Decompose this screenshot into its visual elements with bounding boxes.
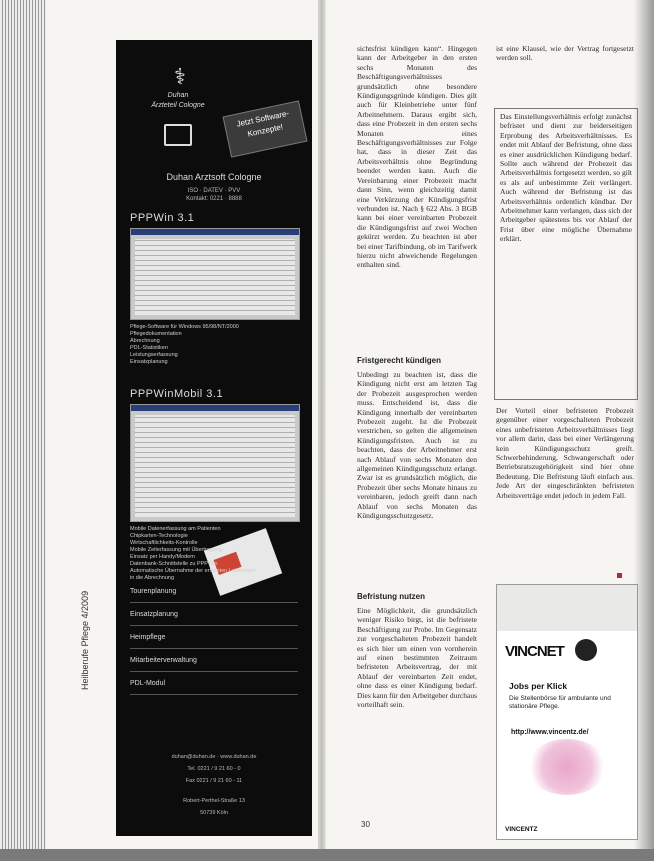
subheading-befristung: Befristung nutzen [357, 592, 425, 601]
arztsoft-advertisement [116, 40, 312, 836]
footer-line: 50739 Köln [200, 810, 228, 816]
feature-item: Einsatzplanung [130, 359, 168, 365]
contract-clause-text [500, 112, 632, 244]
vincentz-logo: VINCENTZ [505, 826, 538, 833]
globe-icon [575, 639, 597, 661]
job-ad-tagline: Jobs per Klick [509, 681, 568, 691]
article-paragraph: sichtsfrist kündigen kann“. Hingegen kann der Arbeitgeber in den ersten sechs Monaten des Beschäftigungsverhältnisses grundsätzlich ohne besondere Kündigungsgründe kündigen. Dies gilt auch für Kleinbetriebe unter fünf Arbeitnehmern. Daraus ergibt sich, dass eine Probezeit in den ersten sechs Monaten eines Beschäftigungsverhältnisses zur Folge hat, dass in dieser Zeit das Arbeitsverhältnis ohne Begründung beendet werden kann. Auch die Vereinbarung einer Probezeit macht dann Sinn, wenn gleichzeitig damit eine Verkürzung der Kündigungsfrist verbunden ist. Nach § 622 Abs. 3 BGB kann bei einer vereinbarten Probezeit die Kündigungsfrist auf zwei Wochen gekürzt werden. Zu beachten ist aber bei einer Tarifbindung, ob im Tarifwerk hierzu nicht abweichende Regelungen enthalten sind. [357, 44, 477, 270]
feature-item: Pflege-Software für Windows 95/98/NT/2000 [130, 324, 239, 330]
side-label: Heilberufe Pflege 4/2009 [80, 590, 90, 690]
fingerprint-graphic [527, 739, 607, 795]
company-name: Duhan Arztsoft Cologne [166, 172, 262, 182]
feature-item: Automatische Übernahme der erfassten Leistungen [130, 568, 256, 574]
book-page-edges [0, 0, 46, 861]
article-paragraph: Der Vorteil einer befristeten Probezeit gegenüber einer vorgeschalteten Probezeit eines unbefristeten Arbeitsverhältnisses liegt vor allem darin, dass bei einer Verlängerung kein Kündigungsschutz greift. Schwerbehinderung, Schwangerschaft oder Betriebsratszugehörigkeit sind hier ohne Bedeutung. Die Befristung läuft einfach aus. Jede Art der eingeschränkten befristeten Arbeitsverträge endet jedoch in jedem Fall. [496, 406, 634, 500]
company-meta-1: ISO · DATEV · PVV [187, 188, 241, 194]
footer-line: Tel. 0221 / 9 21 60 - 0 [187, 766, 241, 772]
article-column-2-top [496, 44, 634, 63]
product-1-screenshot [130, 228, 300, 320]
feature-item: Einsatz per Handy/Modem [130, 554, 195, 560]
vincnet-job-ad [496, 584, 638, 840]
window-grid [135, 239, 295, 315]
feature-item: Abrechnung [130, 338, 160, 344]
feature-item: Mobile Datenerfassung am Patienten [130, 526, 221, 532]
article-paragraph: Unbedingt zu beachten ist, dass die Kündigung nicht erst am letzten Tag der Probezeit ausgesprochen werden muss. Entscheidend ist, dass die Kündigung innerhalb der vereinbarten Probezeit zugeht. Ist die Probezeit verstrichen, so gelten die allgemeinen Kündigungsfristen. Auch ist zu beachten, dass der Arbeitnehmer erst nach Ablauf von sechs Monaten den allgemeinen Kündigungsschutz erlangt. Zwar ist es grundsätzlich möglich, die Probezeit über sechs Monate hinaus zu vereinbaren, jedoch greift dann nach Ablauf von sechs Monaten das Kündigungsschutzgesetz. [357, 370, 477, 521]
feature-item: Mobile Zeiterfassung mit Übertragung [130, 547, 223, 553]
feature-item: PDL-Statistiken [130, 345, 168, 351]
promo-stamp: Jetzt Software-Konzepte! [222, 100, 307, 157]
module-item: Heimpflege [130, 634, 166, 641]
product-1-title: PPPWin 3.1 [130, 212, 195, 224]
job-ad-url[interactable]: http://www.vincentz.de/ [511, 729, 589, 736]
window-grid [135, 415, 295, 517]
page-gutter [318, 0, 326, 861]
module-item: Einsatzplanung [130, 611, 178, 618]
article-column-1-bottom [357, 606, 477, 709]
feature-item: Chipkarten-Technologie [130, 533, 188, 539]
article-end-marker [617, 573, 622, 578]
module-divider [130, 694, 298, 695]
article-paragraph: ist eine Klausel, wie der Vertrag fortgesetzt werden soll. [496, 44, 634, 63]
module-item: Tourenplanung [130, 588, 177, 595]
module-divider [130, 671, 298, 672]
feature-item: Leistungserfassung [130, 352, 178, 358]
module-divider [130, 602, 298, 603]
clause-paragraph: Das Einstellungsverhältnis erfolgt zunächst befristet und dient zur beiderseitigen Erprobung des Arbeitsverhältnisses. Es endet mit Ablauf der Befristung, ohne dass es einer ausdrücklichen Kündigung bedarf. Sollte auch während der Probezeit das Arbeitsverhältnis fortgesetzt werden, so gilt es als auf unbestimmte Zeit verlängert. Auch während der Befristung ist das Arbeitsverhältnis ordentlich kündbar. Der Arbeitnehmer kann verlangen, dass sich der Arbeitgeber spätestens bis vor Ablauf der Frist über eine mögliche Übernahme erklärt. [500, 112, 632, 244]
window-titlebar [131, 405, 299, 411]
logo-line-1: Duhan [167, 92, 189, 99]
footer-line: duhan@duhan.de · www.duhan.de [171, 754, 257, 760]
feature-item: Datenbank-Schnittstelle zu PPPWin [130, 561, 218, 567]
company-meta-2: Kontakt: 0221 · 8888 [186, 196, 242, 202]
module-item: Mitarbeiterverwaltung [130, 657, 197, 664]
logo-line-2: Ärzteteil Cologne [151, 102, 205, 109]
article-column-1-mid [357, 370, 477, 521]
article-column-1 [357, 44, 477, 270]
company-logo [130, 62, 226, 162]
module-divider [130, 648, 298, 649]
caduceus-icon: ⚕ [174, 64, 186, 89]
page-number: 30 [361, 820, 370, 829]
module-divider [130, 625, 298, 626]
article-column-2-bottom [496, 406, 634, 500]
product-2-title: PPPWinMobil 3.1 [130, 388, 224, 400]
footer-line: Robert-Perthel-Straße 13 [183, 798, 245, 804]
footer-line: Fax 0221 / 9 21 60 - 11 [185, 778, 243, 784]
product-2-screenshot [130, 404, 300, 522]
feature-item: Pflegedokumentation [130, 331, 182, 337]
monitor-icon [164, 124, 192, 146]
module-item: PDL-Modul [130, 680, 166, 687]
book-bottom-edge [0, 849, 654, 861]
subheading-fristgerecht: Fristgerecht kündigen [357, 356, 442, 365]
vincnet-logo: VINCNET [505, 643, 564, 660]
feature-item: Wirtschaftlichkeits-Kontrolle [130, 540, 198, 546]
job-ad-description: Die Stellenbörse für ambulante und stationäre Pflege. [509, 695, 611, 710]
ad-top-band [497, 585, 637, 631]
window-titlebar [131, 229, 299, 235]
feature-item: in die Abrechnung [130, 575, 175, 581]
article-paragraph: Eine Möglichkeit, die grundsätzlich weniger Risiko birgt, ist die befristete Beschäftigung zur Probe. Im Gegensatz zur vorgeschalteten Probezeit handelt es sich hier um einen von vornherein auf einen bestimmten Zeitraum befristeten Arbeitsvertrag, der mit Ablauf der vereinbarten Zeit endet, ohne dass es einer Kündigung bedarf. Dies kann für den Arbeitgeber durchaus vorteilhaft sein. [357, 606, 477, 710]
